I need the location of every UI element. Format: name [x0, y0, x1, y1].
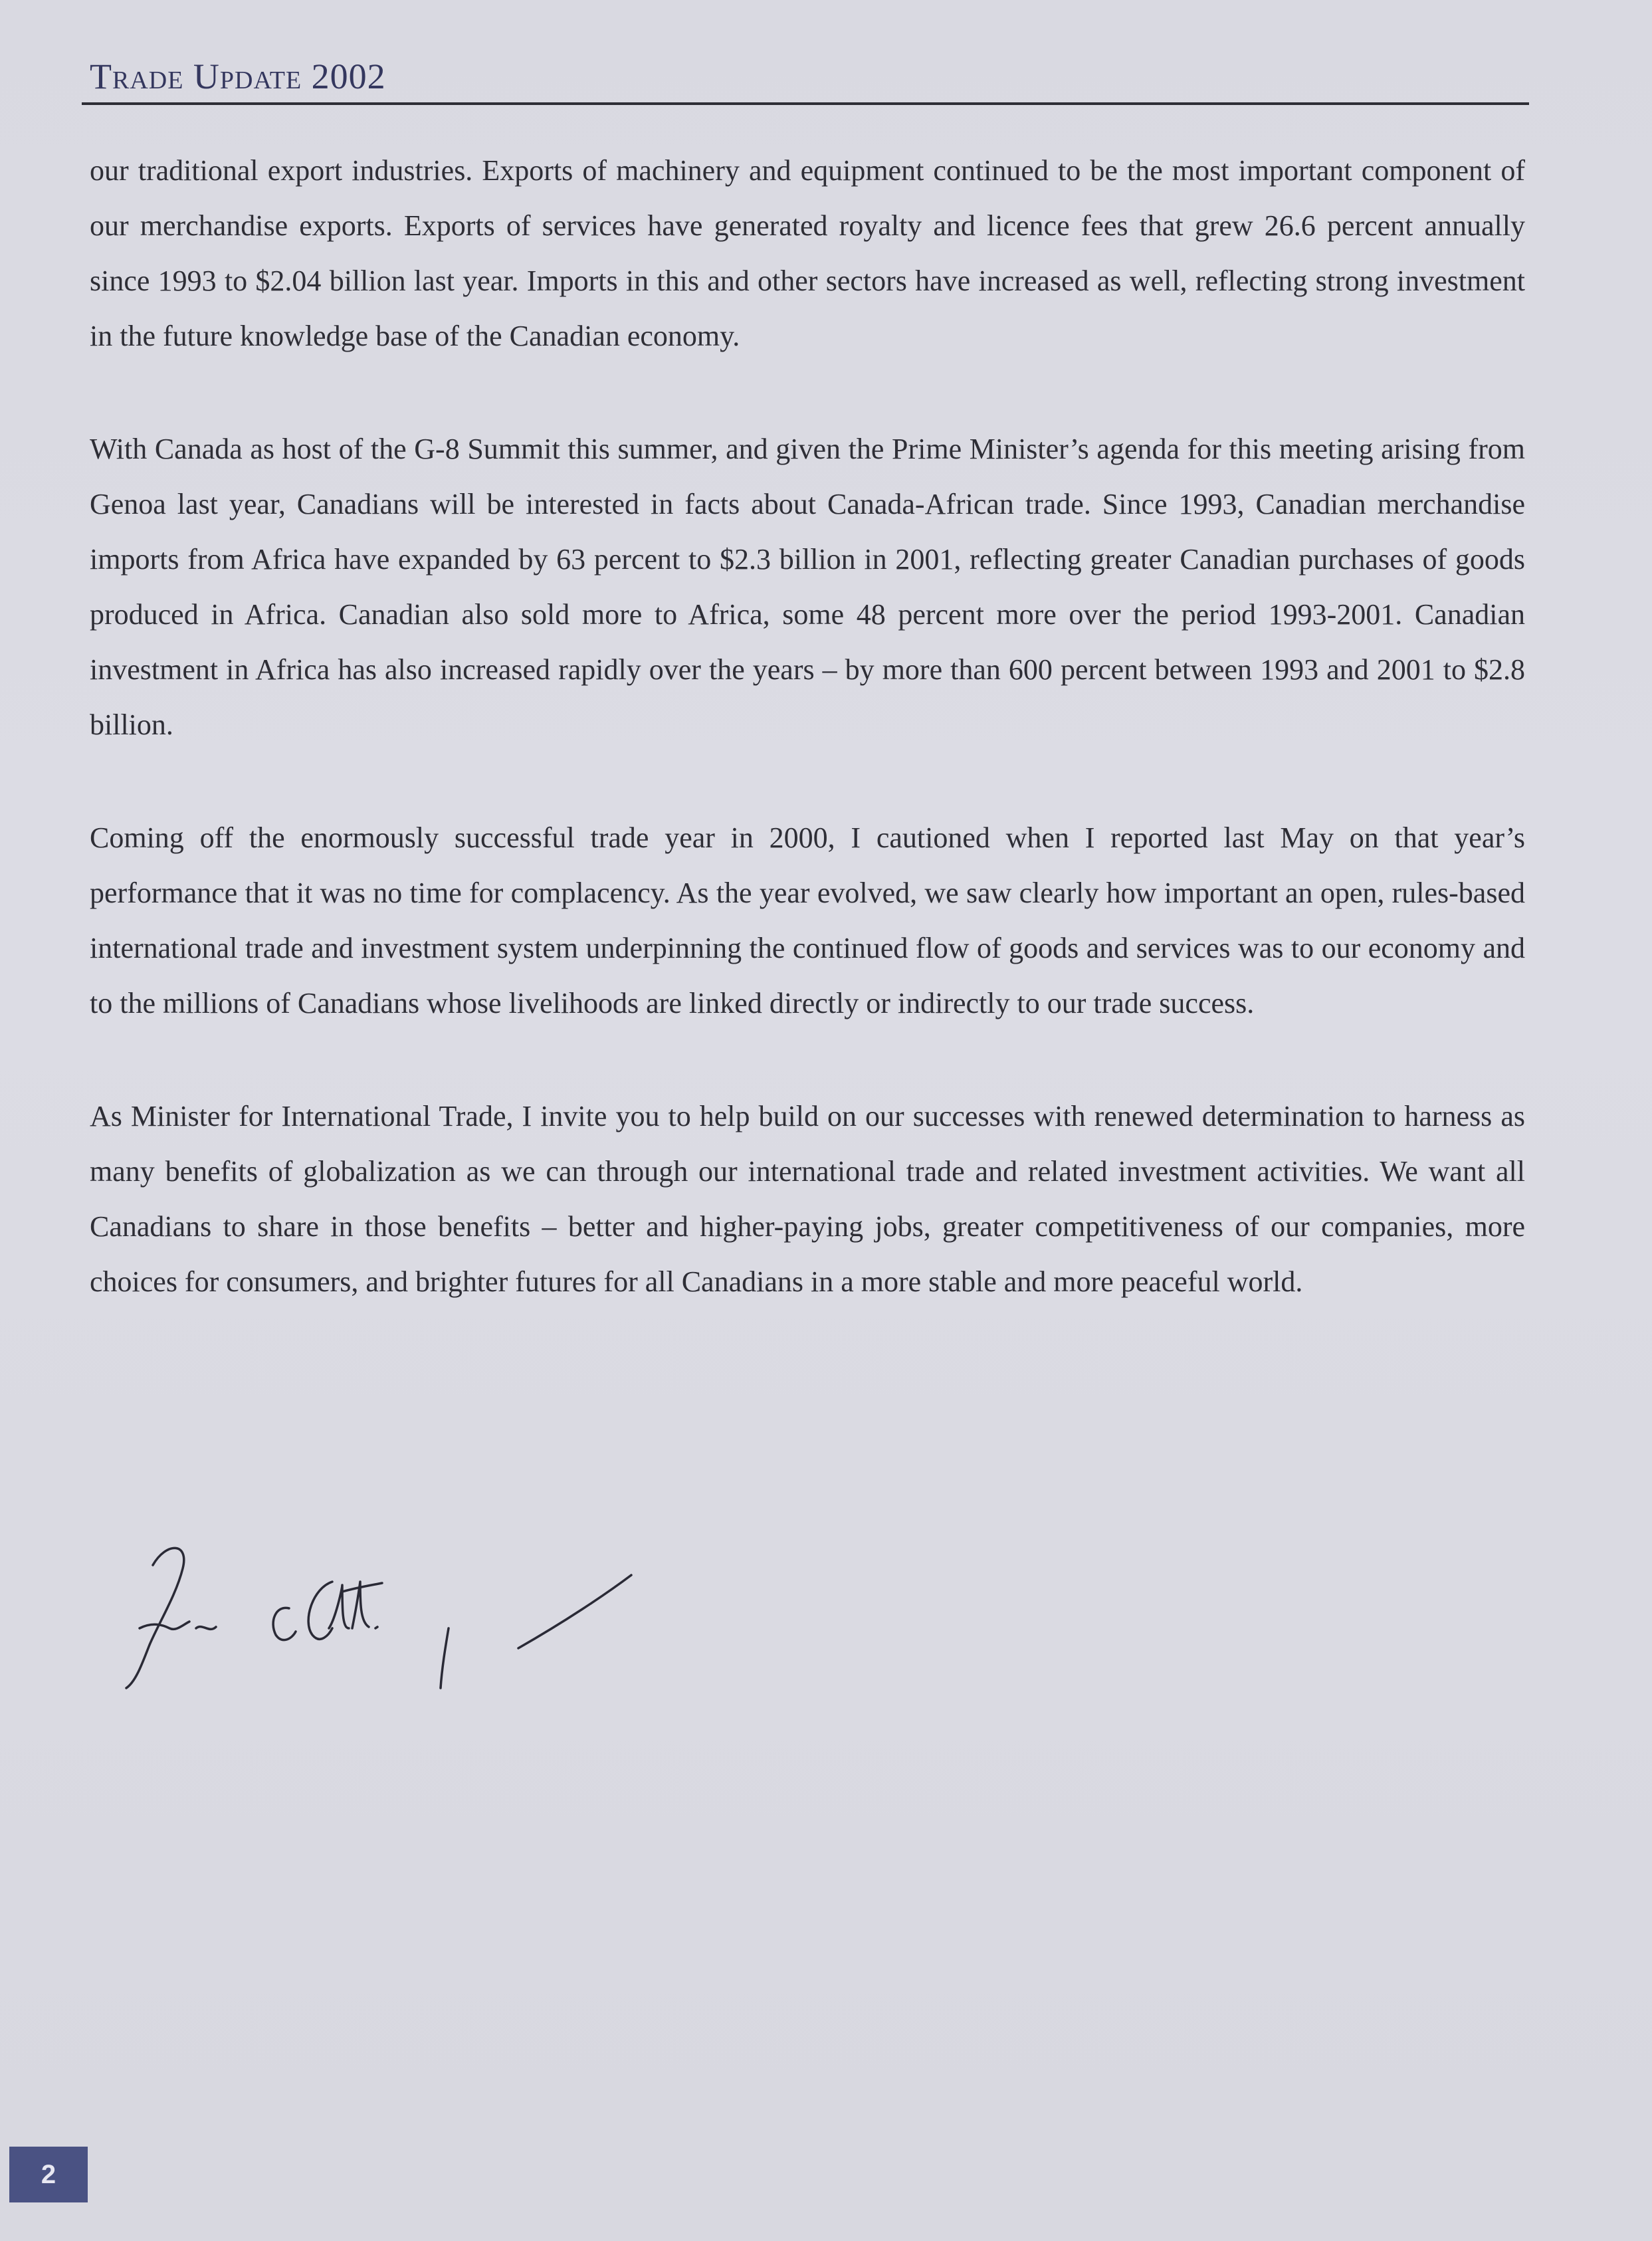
paragraph: With Canada as host of the G-8 Summit this summer, and given the Prime Minister’s agenda for this meeting arising from Genoa last year, Canadians will be interested in facts about Canada-African trade. Since 1993, Canadian merchandise imports from Africa have expanded by 63 percent to $2.3 billion in 2001, reflecting greater Canadian purchases of goods produced in Africa. Canadian also sold more to Africa, some 48 percent more over the period 1993-2001. Canadian investment in Africa has also increased rapidly over the years – by more than 600 percent between 1993 and 2001 to $2.8 billion. [90, 433, 1525, 741]
page-header [90, 58, 1528, 105]
page-number: 2 [41, 2159, 56, 2189]
header-rule [82, 102, 1529, 105]
paragraph: our traditional export industries. Exports of machinery and equipment continued to be the most important component of our merchandise exports. Exports of services have generated royalty and licence fees that grew 26.6 percent annually since 1993 to $2.04 billion last year. Imports in this and other sectors have increased as well, reflecting strong investment in the future knowledge base of the Canadian economy. [90, 154, 1525, 352]
handwritten-signature [113, 1529, 645, 1715]
running-header-title: Trade Update 2002 [90, 56, 386, 96]
page-number-box [9, 2147, 88, 2202]
body-text [90, 143, 1525, 1367]
paragraph: As Minister for International Trade, I invite you to help build on our successes with renewed determination to harness as many benefits of globalization as we can through our international trade and related investment activities. We want all Canadians to share in those benefits – better and higher-paying jobs, greater competitiveness of our companies, more choices for consumers, and brighter futures for all Canadians in a more stable and more peaceful world. [90, 1100, 1525, 1298]
paragraph: Coming off the enormously successful trade year in 2000, I cautioned when I reported last May on that year’s performance that it was no time for complacency. As the year evolved, we saw clearly how important an open, rules-based international trade and investment system underpinning the continued flow of goods and services was to our economy and to the millions of Canadians whose livelihoods are linked directly or indirectly to our trade success. [90, 821, 1525, 1019]
